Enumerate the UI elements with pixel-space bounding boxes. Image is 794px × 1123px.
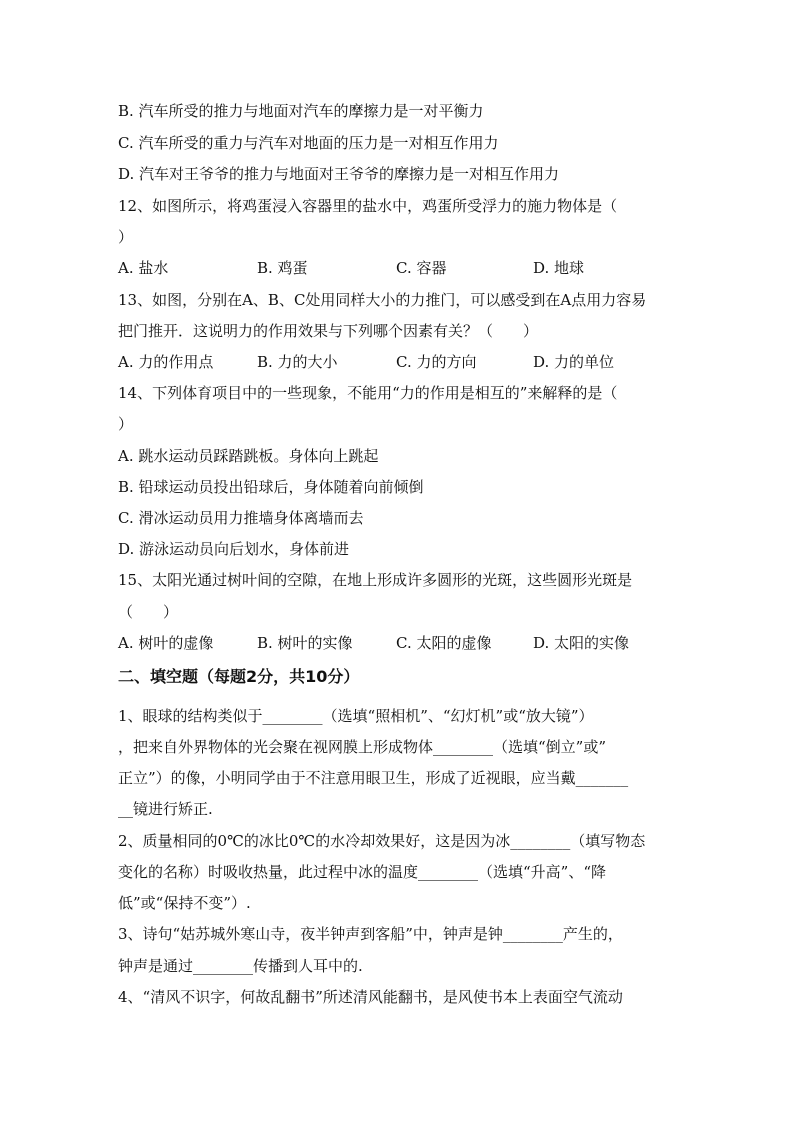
f1-line-1: 1、眼球的结构类似于________（选填“照相机”、“幻灯机”或“放大镜”）: [118, 707, 594, 725]
q14-stem-line-2: ）: [118, 415, 134, 433]
f1-line-2: ，把来自外界物体的光会聚在视网膜上形成物体________（选填“倒立”或”: [118, 738, 607, 756]
f2-line-1: 2、质量相同的0℃的冰比0℃的水冷却效果好，这是因为冰________（填写物态: [118, 832, 646, 850]
q13-stem-line-1: 13、如图，分别在A、B、C处用同样大小的力推门，可以感受到在A点用力容易: [118, 291, 647, 309]
q12-option-a: A. 盐水: [118, 259, 169, 277]
q15-option-b: B. 树叶的实像: [257, 634, 353, 652]
q14-option-d: D. 游泳运动员向后划水，身体前进: [118, 540, 350, 558]
q14-option-a: A. 跳水运动员踩踏跳板。身体向上跳起: [118, 447, 379, 465]
f4-line-1: 4、“清风不识字，何故乱翻书”所述清风能翻书，是风使书本上表面空气流动: [118, 988, 623, 1006]
f3-line-2: 钟声是通过________传播到人耳中的.: [118, 957, 363, 975]
f2-line-2: 变化的名称）时吸收热量，此过程中冰的温度________（选填“升高”、“降: [118, 863, 607, 881]
q14-option-b: B. 铅球运动员投出铅球后，身体随着向前倾倒: [118, 478, 424, 496]
f1-line-3: 正立”）的像，小明同学由于不注意用眼卫生，形成了近视眼，应当戴_______: [118, 769, 629, 787]
q13-option-a: A. 力的作用点: [118, 353, 214, 371]
q13-option-b: B. 力的大小: [257, 353, 338, 371]
q12-option-c: C. 容器: [396, 259, 447, 277]
q12-stem-line-2: ）: [118, 228, 134, 246]
q15-stem-line-2: （ ）: [118, 603, 179, 621]
f2-line-3: 低”或“保持不变”）.: [118, 894, 251, 912]
q11-option-b: B. 汽车所受的推力与地面对汽车的摩擦力是一对平衡力: [118, 102, 484, 120]
q15-option-d: D. 太阳的实像: [533, 634, 630, 652]
q12-stem-line-1: 12、如图所示，将鸡蛋浸入容器里的盐水中，鸡蛋所受浮力的施力物体是（: [118, 197, 618, 215]
section-2-heading: 二、填空题（每题2分，共10分）: [118, 667, 360, 686]
q15-option-c: C. 太阳的虚像: [396, 634, 492, 652]
q13-option-d: D. 力的单位: [533, 353, 615, 371]
q13-option-c: C. 力的方向: [396, 353, 477, 371]
q13-stem-line-2: 把门推开．这说明力的作用效果与下列哪个因素有关？（ ）: [118, 322, 539, 340]
q15-stem-line-1: 15、太阳光通过树叶间的空隙，在地上形成许多圆形的光斑，这些圆形光斑是: [118, 571, 633, 589]
q12-option-d: D. 地球: [533, 259, 585, 277]
f1-line-4: __镜进行矫正.: [118, 800, 213, 818]
q14-stem-line-1: 14、下列体育项目中的一些现象，不能用“力的作用是相互的”来解释的是（: [118, 384, 618, 402]
f3-line-1: 3、诗句“姑苏城外寒山寺，夜半钟声到客船”中，钟声是钟________产生的，: [118, 925, 623, 943]
q15-option-a: A. 树叶的虚像: [118, 634, 214, 652]
q11-option-c: C. 汽车所受的重力与汽车对地面的压力是一对相互作用力: [118, 134, 499, 152]
q12-option-b: B. 鸡蛋: [257, 259, 308, 277]
q11-option-d: D. 汽车对王爷爷的推力与地面对王爷爷的摩擦力是一对相互作用力: [118, 165, 560, 183]
q14-option-c: C. 滑冰运动员用力推墙身体离墙而去: [118, 509, 364, 527]
